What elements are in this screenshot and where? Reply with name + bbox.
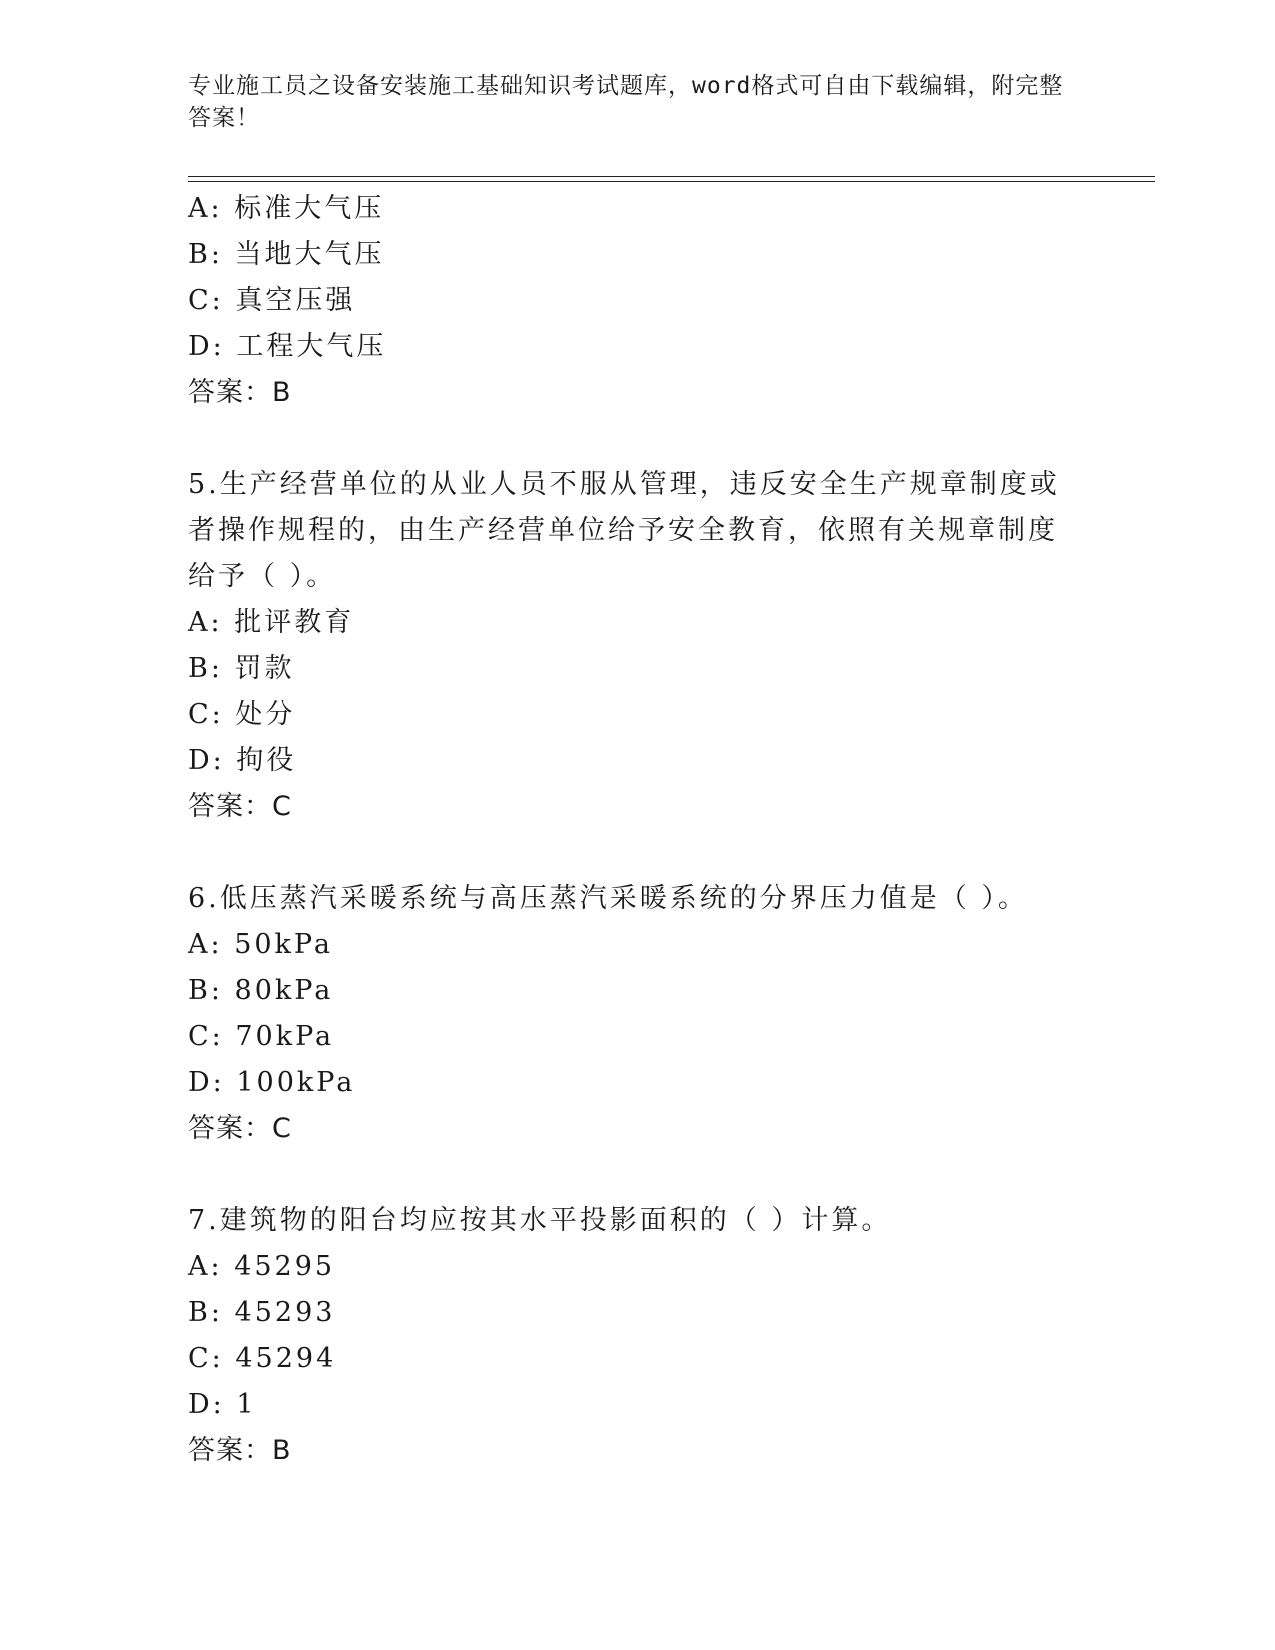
option-c: C: 70kPa xyxy=(188,1021,335,1052)
option-b: B: 45293 xyxy=(188,1297,336,1328)
answer: 答案：B xyxy=(188,377,292,408)
question-stem: 5.生产经营单位的从业人员不服从管理，违反安全生产规章制度或者操作规程的，由生产经营单位给予安全教育，依照有关规章制度给予（ ）。 xyxy=(188,469,1060,592)
answer: 答案：C xyxy=(188,1113,292,1144)
answer: 答案：B xyxy=(188,1435,292,1466)
option-a: A: 50kPa xyxy=(188,929,333,960)
option-a: A: 45295 xyxy=(188,1251,336,1282)
option-b: B: 80kPa xyxy=(188,975,334,1006)
question-4-continued xyxy=(188,186,1068,416)
option-b: B: 罚款 xyxy=(188,653,295,684)
question-7 xyxy=(188,1198,1068,1474)
question-6 xyxy=(188,876,1068,1152)
option-a: A: 标准大气压 xyxy=(188,193,385,224)
question-stem: 7.建筑物的阳台均应按其水平投影面积的（ ）计算。 xyxy=(188,1205,892,1236)
option-c: C: 真空压强 xyxy=(188,285,356,316)
option-c: C: 45294 xyxy=(188,1343,337,1374)
option-b: B: 当地大气压 xyxy=(188,239,385,270)
option-d: D: 1 xyxy=(188,1389,257,1420)
question-5 xyxy=(188,462,1068,830)
option-d: D: 拘役 xyxy=(188,745,297,776)
document-header xyxy=(188,70,1068,134)
header-divider xyxy=(188,176,1155,182)
option-c: C: 处分 xyxy=(188,699,296,730)
option-a: A: 批评教育 xyxy=(188,607,355,638)
answer: 答案：C xyxy=(188,791,292,822)
option-d: D: 100kPa xyxy=(188,1067,356,1098)
header-title: 专业施工员之设备安装施工基础知识考试题库，word格式可自由下载编辑，附完整答案！ xyxy=(188,73,1064,131)
question-list xyxy=(188,186,1068,1474)
option-d: D: 工程大气压 xyxy=(188,331,387,362)
question-stem: 6.低压蒸汽采暖系统与高压蒸汽采暖系统的分界压力值是（ ）。 xyxy=(188,883,1028,914)
